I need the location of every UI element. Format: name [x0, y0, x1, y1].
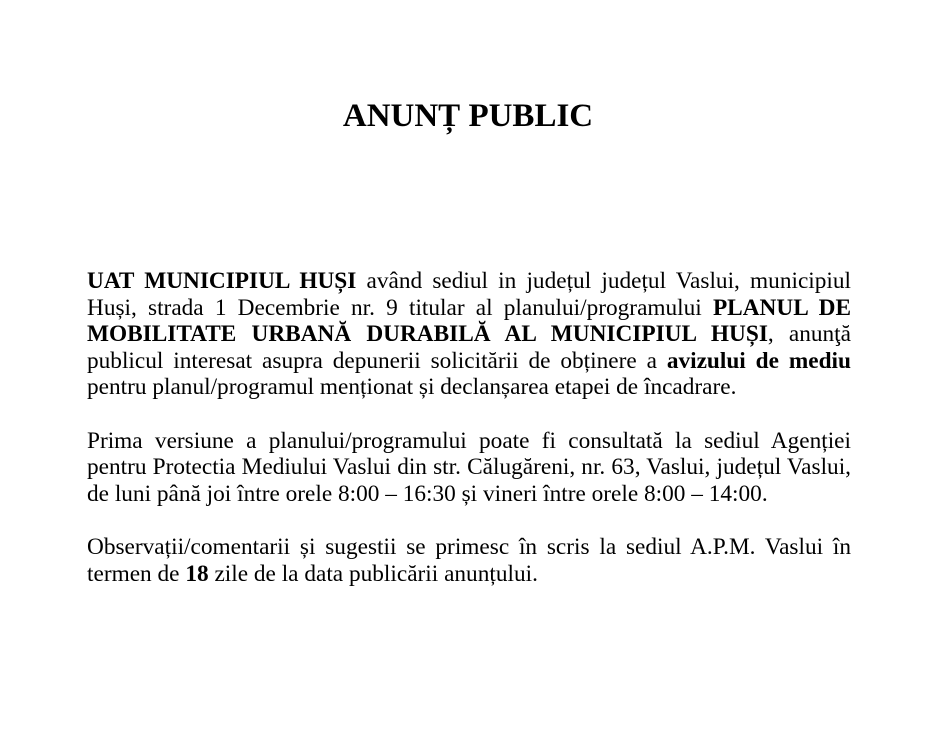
paragraph-text: Prima versiune a planului/programului poate fi consultată la sediul Agenției pentru Protectia Mediului Vaslui din str. Călugăreni, nr. 63, Vaslui, județul Vaslui, de luni până joi între orele 8:00 – 16:30 și vineri între orele 8:00 – 14:00.: [87, 427, 851, 507]
permit-type: avizului de mediu: [666, 347, 851, 374]
applicant-name: UAT MUNICIPIUL HUȘI: [87, 268, 357, 294]
paragraph-text: pentru planul/programul menționat și declanșarea etapei de încadrare.: [87, 374, 737, 401]
announcement-title: ANUNȚ PUBLIC: [342, 98, 594, 134]
paragraph-text: având sediul in județul județul Vaslui, municipiul Huși, strada 1 Decembrie nr. 9 titular al planului/programului: [87, 268, 851, 321]
submission-deadline-days: 18: [185, 560, 209, 587]
paragraph-text: zile de la data publicării anunțului.: [208, 560, 538, 587]
paragraph-text: , anunţă publicul interesat asupra depunerii solicitării de obținere a: [87, 321, 851, 374]
announcement-body: [87, 268, 851, 614]
paragraph-consultation-info: [87, 428, 851, 508]
plan-name: PLANUL DE MOBILITATE URBANĂ DURABILĂ AL MUNICIPIUL HUȘI: [87, 294, 851, 348]
paragraph-text: Observații/comentarii și sugestii se primesc în scris la sediul A.P.M. Vaslui în termen de: [87, 533, 851, 587]
paragraph-comments-info: [87, 534, 851, 587]
paragraph-applicant-notice: [87, 268, 851, 401]
